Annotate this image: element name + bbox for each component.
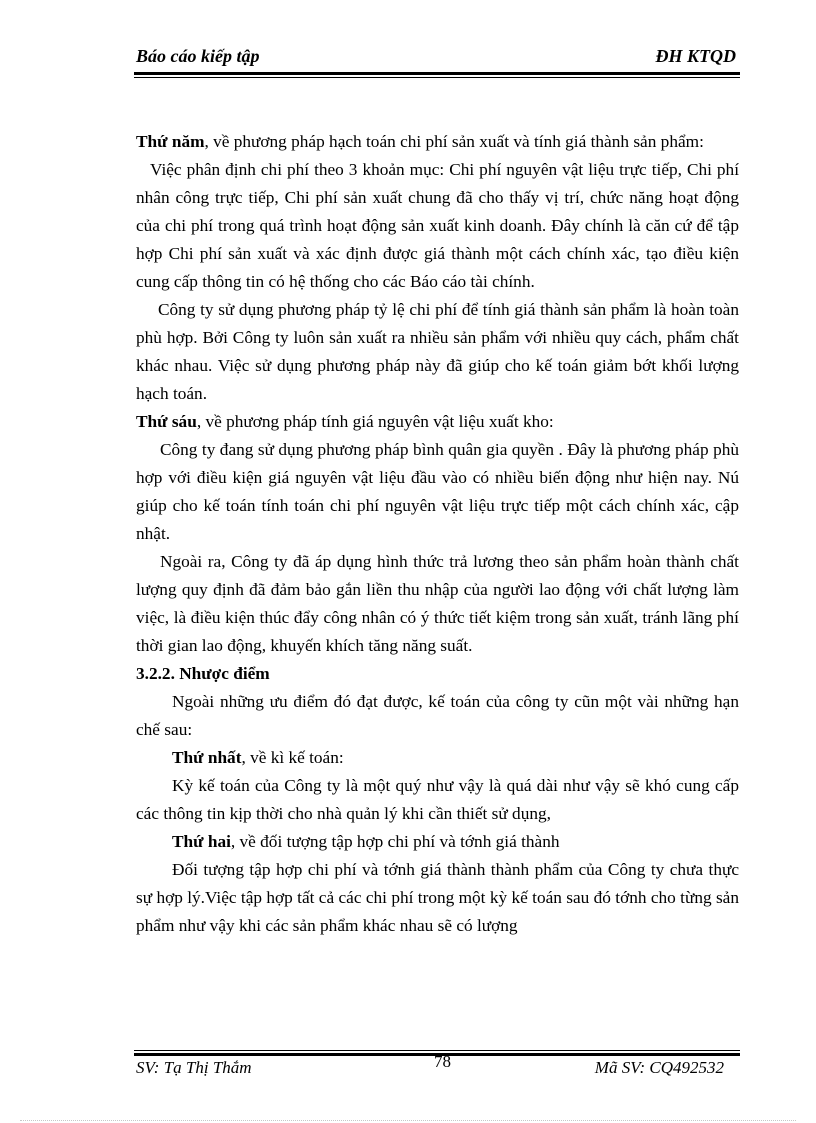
paragraph-3: Công ty sử dụng phương pháp tỷ lệ chi phí để tính giá thành sản phẩm là hoàn toàn phù hợp. Bởi Công ty luôn sản xuất ra nhiều sản phẩm với nhiều quy cách, phẩm chất khác nhau. Việc sử dụng phương pháp này đã giúp cho kế toán giảm bớt khối lượng hạch toán. <box>136 300 739 403</box>
paragraph-10 <box>136 828 739 856</box>
footer-student-name: SV: Tạ Thị Thắm <box>136 1058 252 1077</box>
paragraph-6: Ngoài ra, Công ty đã áp dụng hình thức trả lương theo sản phẩm hoàn thành chất lượng quy định đã đảm bảo gắn liền thu nhập của người lao động với chất lượng làm việc, là điều kiện thúc đẩy công nhân có ý thức tiết kiệm trong sản xuất, tránh lãng phí thời gian lao động, khuyến khích tăng năng suất. <box>136 552 739 655</box>
paragraph-1-text: , về phương pháp hạch toán chi phí sản xuất và tính giá thành sản phẩm: <box>204 132 704 151</box>
page-number: 78 <box>434 1052 451 1071</box>
page-bottom-dotted-border <box>20 1120 796 1121</box>
paragraph-8 <box>136 744 739 772</box>
header-university: ĐH KTQD <box>655 46 736 66</box>
paragraph-4 <box>136 408 739 436</box>
paragraph-2: Việc phân định chi phí theo 3 khoản mục: Chi phí nguyên vật liệu trực tiếp, Chi phí nhân công trực tiếp, Chi phí sản xuất chung đã cho thấy vị trí, chức năng hoạt động của chi phí trong quá trình hoạt động sản xuất kinh doanh. Đây chính là căn cứ để tập hợp Chi phí sản xuất và xác định được giá thành một cách chính xác, tạo điều kiện cung cấp thông tin có hệ thống cho các Báo cáo tài chính. <box>136 160 739 291</box>
paragraph-9: Kỳ kế toán của Công ty là một quý như vậy là quá dài như vậy sẽ khó cung cấp các thông tin kịp thời cho nhà quản lý khi cần thiết sử dụng, <box>136 776 739 823</box>
header-title: Báo cáo kiếp tập <box>136 46 260 66</box>
header-rule-thick <box>134 72 740 75</box>
footer-student-id: Mã SV: CQ492532 <box>594 1058 724 1077</box>
paragraph-11: Đối tượng tập hợp chi phí và tớnh giá thành thành phẩm của Công ty chưa thực sự hợp lý.Việc tập hợp tất cả các chi phí trong một kỳ kế toán sau đó tớnh cho từng sản phẩm như vậy khi các sản phẩm khác nhau sẽ có lượng <box>136 860 739 935</box>
page-footer <box>134 1050 740 1090</box>
page-header <box>134 44 740 72</box>
paragraph-1-lead: Thứ năm <box>136 132 205 151</box>
paragraph-1 <box>136 128 739 156</box>
paragraph-8-lead: Thứ nhất <box>172 748 242 767</box>
paragraph-8-text: , về kì kế toán: <box>241 748 344 767</box>
paragraph-5: Công ty đang sử dụng phương pháp bình quân gia quyền . Đây là phương pháp phù hợp với điều kiện giá nguyên vật liệu đầu vào có nhiều biến động như hiện nay. Nú giúp cho kế toán tính toán chi phí nguyên vật liệu trực tiếp một cách chính xác, cập nhật. <box>136 440 739 543</box>
paragraph-4-text: , về phương pháp tính giá nguyên vật liệu xuất kho: <box>196 412 554 431</box>
header-rule-thin <box>134 77 740 78</box>
paragraph-7: Ngoài những ưu điểm đó đạt được, kế toán của công ty cũn một vài những hạn chế sau: <box>136 692 739 739</box>
paragraph-10-text: , về đối tượng tập hợp chi phí và tớnh giá thành <box>230 832 560 851</box>
paragraph-4-lead: Thứ sáu <box>136 412 197 431</box>
document-body <box>136 128 739 940</box>
section-heading: 3.2.2. Nhược điểm <box>136 664 270 683</box>
paragraph-10-lead: Thứ hai <box>172 832 231 851</box>
